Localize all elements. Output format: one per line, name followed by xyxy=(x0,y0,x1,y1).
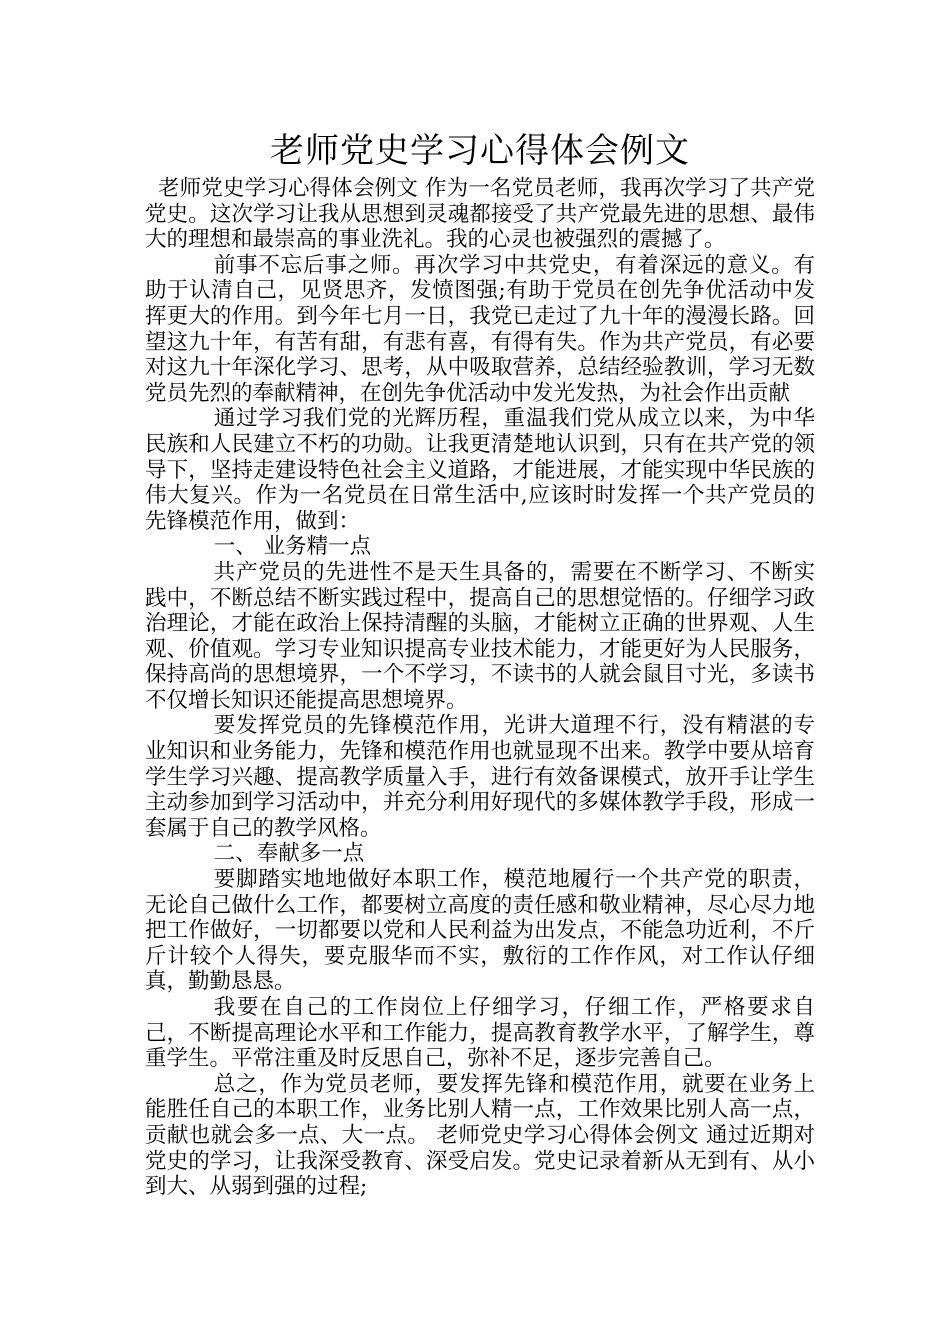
paragraph-intro: 老师党史学习心得体会例文 作为一名党员老师，我再次学习了共产党党史。这次学习让我从思想到灵魂都接受了共产党最先进的思想、最伟大的理想和最崇高的事业洗礼。我的心灵也被强烈的震撼了。 xyxy=(145,176,815,253)
paragraph: 前事不忘后事之师。再次学习中共党史，有着深远的意义。有助于认清自己，见贤思齐，发愤图强;有助于党员在创先争优活动中发挥更大的作用。到今年七月一日，我党已走过了九十年的漫漫长路。回望这九十年，有苦有甜，有悲有喜，有得有失。作为共产党员，有必要对这九十年深化学习、思考，从中吸取营养，总结经验教训，学习无数党员先烈的奉献精神，在创先争优活动中发光发热，为社会作出贡献 xyxy=(145,252,815,406)
document-title: 老师党史学习心得体会例文 xyxy=(270,131,690,171)
paragraph: 共产党员的先进性不是天生具备的，需要在不断学习、不断实践中，不断总结不断实践过程中，提高自己的思想觉悟的。仔细学习政治理论，才能在政治上保持清醒的头脑，才能树立正确的世界观、人生观、价值观。学习专业知识提高专业技术能力，才能更好为人民服务，保持高尚的思想境界，一个不学习，不读书的人就会鼠目寸光，多读书不仅增长知识还能提高思想境界。 xyxy=(145,559,815,713)
paragraph: 我要在自己的工作岗位上仔细学习，仔细工作，严格要求自己，不断提高理论水平和工作能力，提高教育教学水平，了解学生，尊重学生。平常注重及时反思自己，弥补不足，逐步完善自己。 xyxy=(145,995,815,1072)
paragraph: 通过学习我们党的光辉历程，重温我们党从成立以来，为中华民族和人民建立不朽的功勋。让我更清楚地认识到，只有在共产党的领导下，坚持走建设特色社会主义道路，才能进展，才能实现中华民族的伟大复兴。作为一名党员在日常生活中,应该时时发挥一个共产党员的先锋模范作用，做到： xyxy=(145,406,815,534)
paragraph: 要发挥党员的先锋模范作用，光讲大道理不行，没有精湛的专业知识和业务能力，先锋和模范作用也就显现不出来。教学中要从培育学生学习兴趣、提高教学质量入手，进行有效备课模式，放开手让学生主动参加到学习活动中，并充分利用好现代的多媒体教学手段，形成一套属于自己的教学风格。 xyxy=(145,713,815,841)
document-body xyxy=(145,128,815,1200)
paragraph: 要脚踏实地地做好本职工作，模范地履行一个共产党的职责，无论自己做什么工作，都要树立高度的责任感和敬业精神，尽心尽力地把工作做好，一切都要以党和人民利益为出发点，不能急功近利，不斤斤计较个人得失，要克服华而不实，敷衍的工作作风，对工作认仔细真，勤勤恳恳。 xyxy=(145,867,815,995)
section-heading: 二、奉献多一点 xyxy=(213,841,365,867)
section-heading: 一、 业务精一点 xyxy=(213,534,372,560)
paragraph: 总之，作为党员老师，要发挥先锋和模范作用，就要在业务上能胜任自己的本职工作，业务比别人精一点，工作效果比别人高一点，贡献也就会多一点、大一点。 老师党史学习心得体会例文 通过近期对党史的学习，让我深受教育、深受启发。党史记录着新从无到有、从小到大、从弱到强的过程; xyxy=(145,1071,815,1200)
